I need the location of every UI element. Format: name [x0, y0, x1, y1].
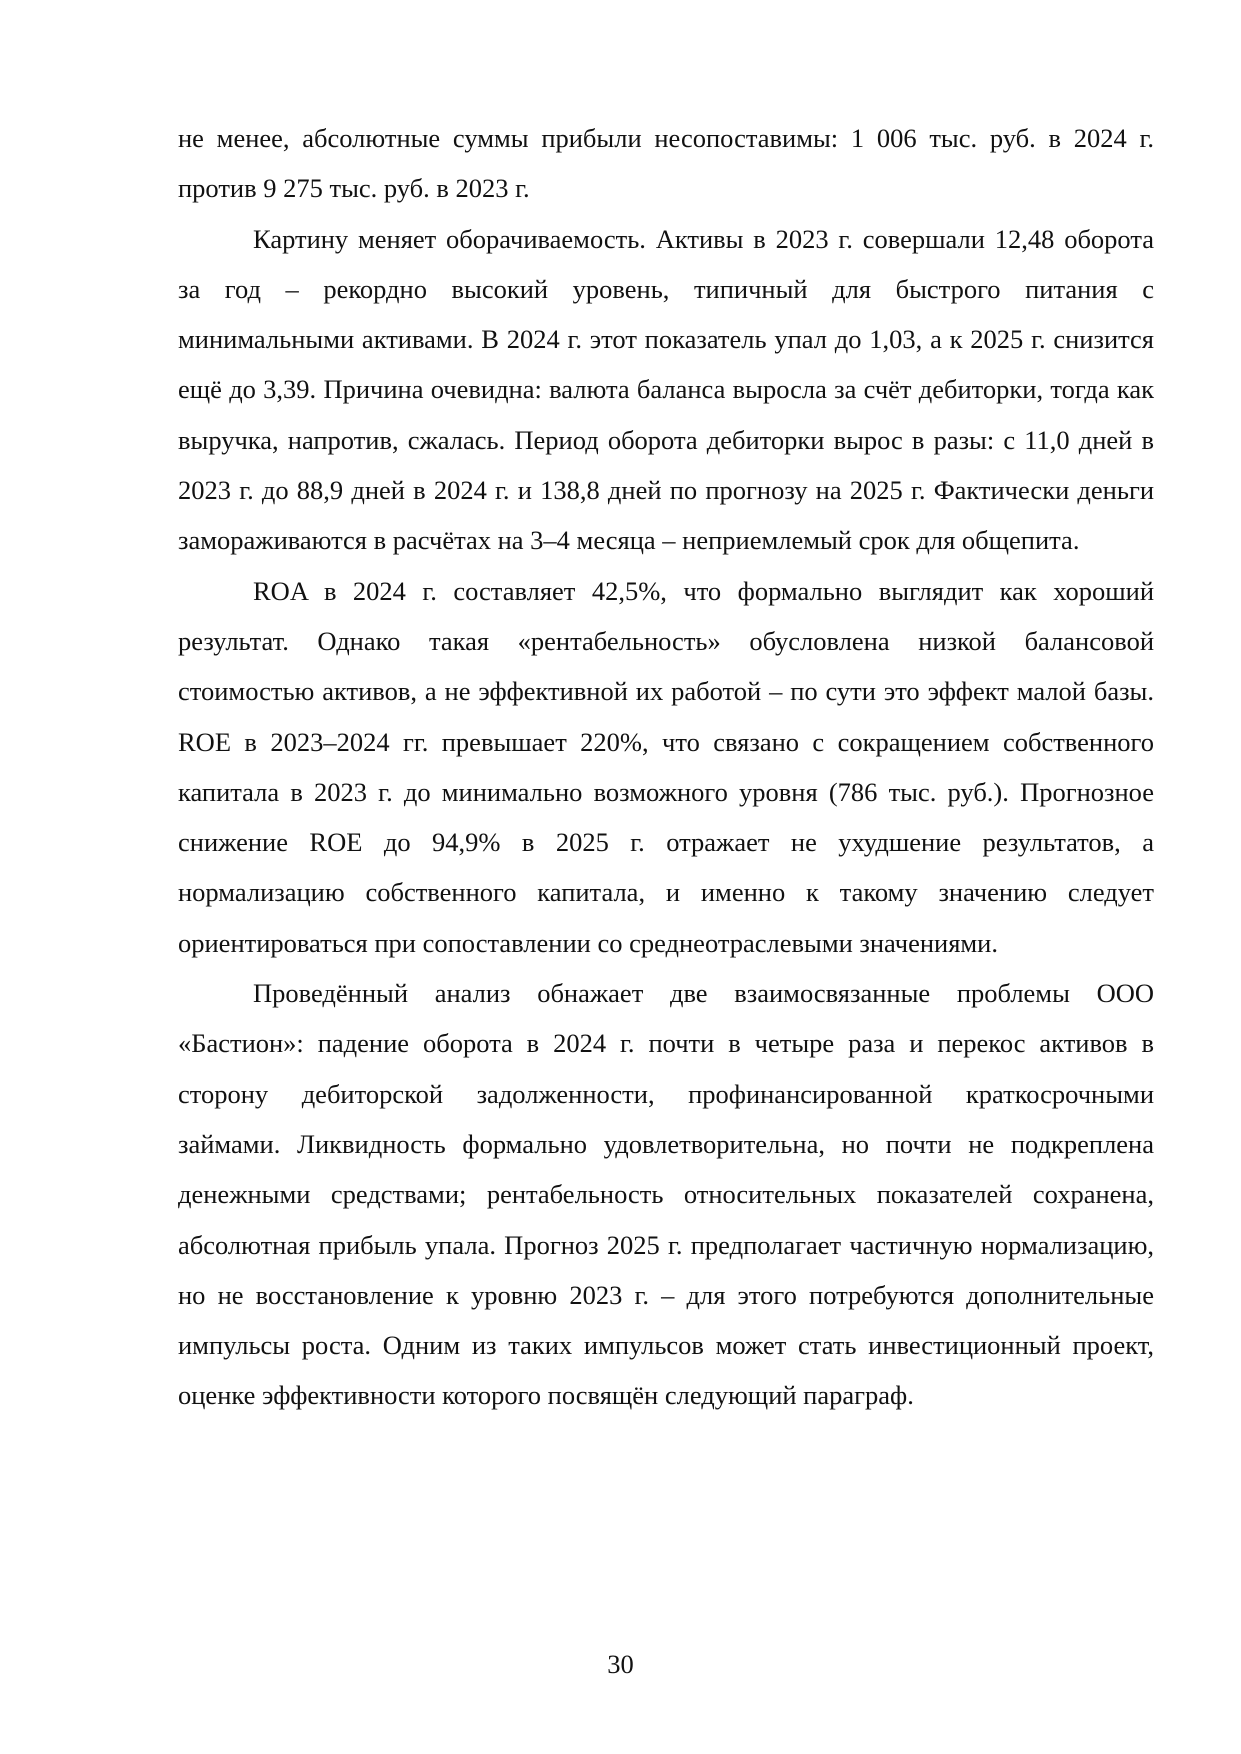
paragraph-turnover: Картину меняет оборачиваемость. Активы в 2023 г. совершали 12,48 оборота за год – рекордно высокий уровень, типичный для быстрого питания с минимальными активами. В 2024 г. этот показатель упал до 1,03, а к 2025 г. снизится ещё до 3,39. Причина очевидна: валюта баланса выросла за счёт дебиторки, тогда как выручка, напротив, сжалась. Период оборота дебиторки вырос в разы: с 11,0 дней в 2023 г. до 88,9 дней в 2024 г. и 138,8 дней по прогнозу на 2025 г. Фактически деньги замораживаются в расчётах на 3–4 месяца – неприемлемый срок для общепита.	[178, 223, 1154, 556]
paragraph-conclusion: Проведённый анализ обнажает две взаимосвязанные проблемы ООО «Бастион»: падение оборота в 2024 г. почти в четыре раза и перекос активов в сторону дебиторской задолженности, профинансированной краткосрочными займами. Ликвидность формально удовлетворительна, но почти не подкреплена денежными средствами; рентабельность относительных показателей сохранена, абсолютная прибыль упала. Прогноз 2025 г. предполагает частичную нормализацию, но не восстановление к уровню 2023 г. – для этого потребуются дополнительные импульсы роста. Одним из таких импульсов может стать инвестиционный проект, оценке эффективности которого посвящён следующий параграф.	[178, 978, 1154, 1411]
paragraph-profitability: ROA в 2024 г. составляет 42,5%, что формально выглядит как хороший результат. Однако такая «рентабельность» обусловлена низкой балансовой стоимостью активов, а не эффективной их работой – по сути это эффект малой базы. ROE в 2023–2024 гг. превышает 220%, что связано с сокращением собственного капитала в 2023 г. до минимально возможного уровня (786 тыс. руб.). Прогнозное снижение ROE до 94,9% в 2025 г. отражает не ухудшение результатов, а нормализацию собственного капитала, и именно к такому значению следует ориентироваться при сопоставлении со среднеотраслевыми значениями.	[178, 575, 1154, 958]
paragraph-continuation: не менее, абсолютные суммы прибыли несопоставимы: 1 006 тыс. руб. в 2024 г. против 9 275 тыс. руб. в 2023 г.	[178, 123, 1154, 204]
text-body	[178, 113, 1154, 1421]
page-number: 30	[607, 1649, 634, 1679]
